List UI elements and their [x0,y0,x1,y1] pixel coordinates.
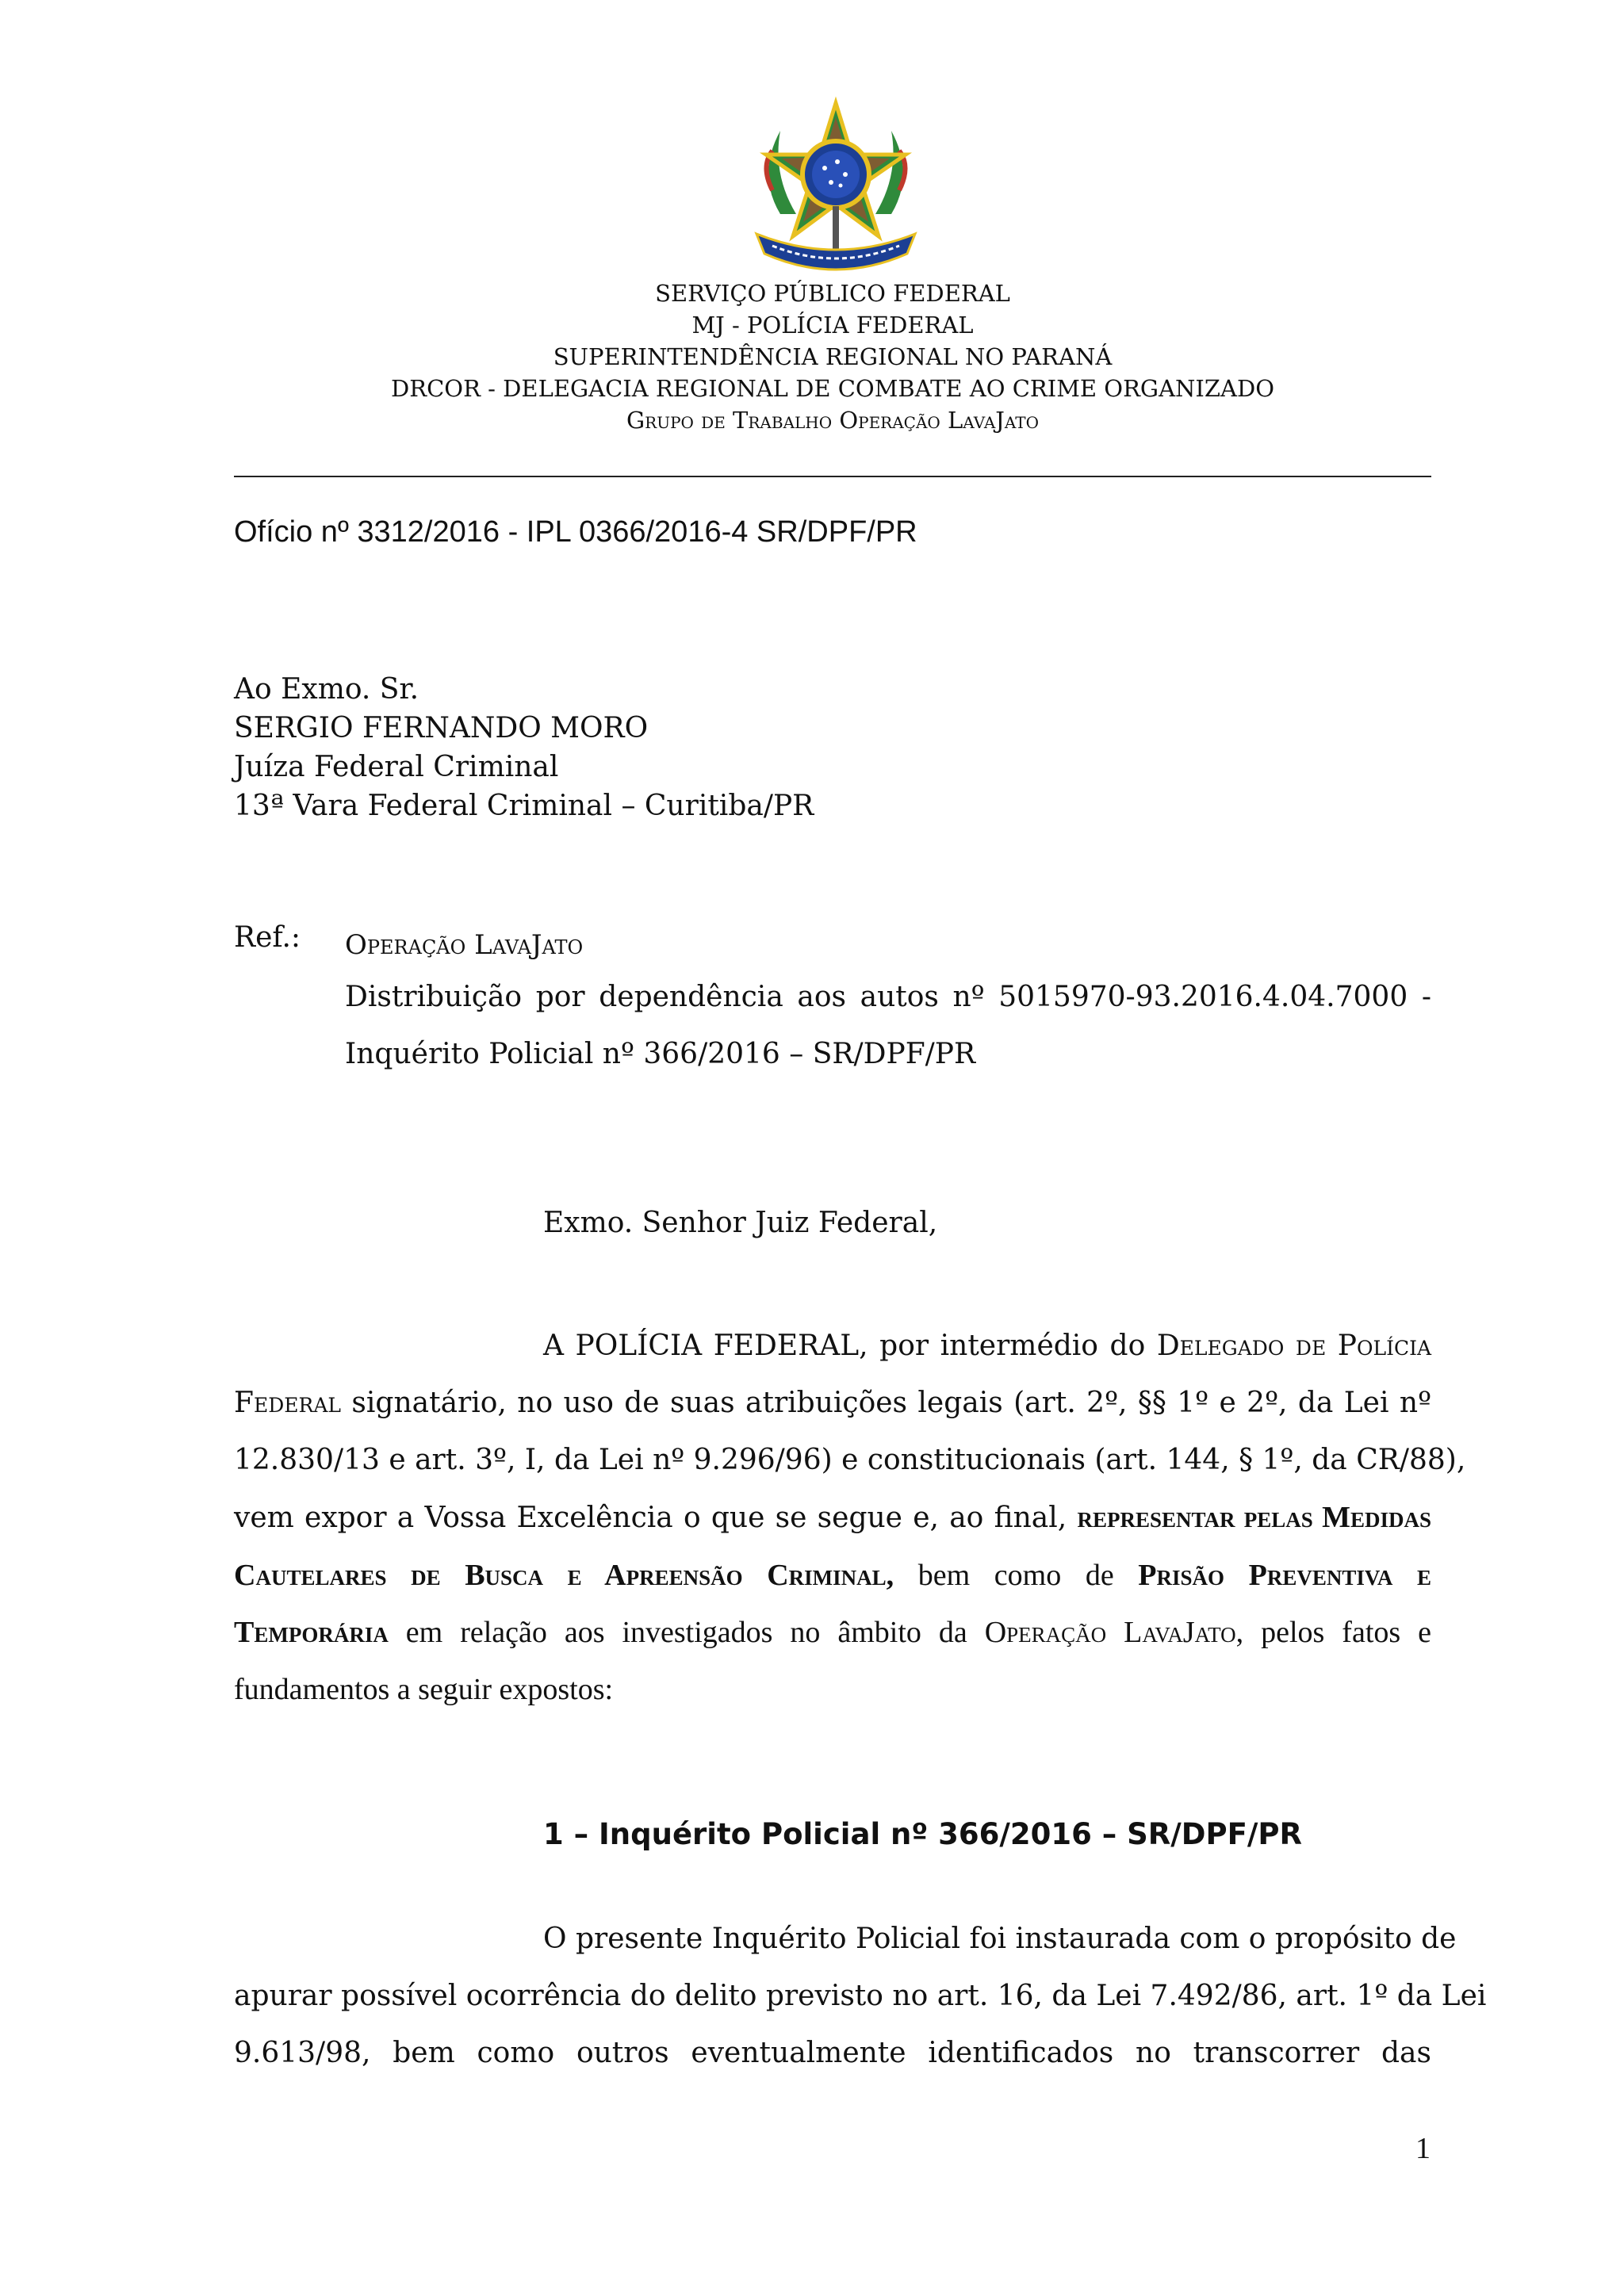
salutation: Exmo. Senhor Juiz Federal, [543,1207,938,1239]
paragraph-line [234,1489,1431,1547]
paragraph-line: 9.613/98, bem como outros eventualmente identificados no transcorrer das [234,2037,1431,2069]
oficio-number: Ofício nº 3312/2016 - IPL 0366/2016-4 SR/DPF/PR [234,515,917,549]
text-run-bold-smallcaps: representar pelas Medidas [1077,1501,1432,1534]
reference-line-2: Distribuição por dependência aos autos nº 5015970-93.2016.4.04.7000 - [345,981,1431,1013]
reference-line-3: Inquérito Policial nº 366/2016 – SR/DPF/PR [345,1038,976,1070]
letterhead-line-2: MJ - POLÍCIA FEDERAL [691,312,974,339]
reference-label: Ref.: [234,921,301,954]
paragraph-introduction [234,1318,1466,1718]
letterhead-line-1: SERVIÇO PÚBLICO FEDERAL [655,280,1010,307]
addressee-line-4: 13ª Vara Federal Criminal – Curitiba/PR [234,790,814,822]
text-run-smallcaps: Federal [234,1387,342,1419]
paragraph-section-1 [234,1911,1487,2082]
text-run-bold-smallcaps: Prisão Preventiva e [1138,1559,1431,1592]
paragraph-line [234,1318,1431,1375]
letterhead-line-4: DRCOR - DELEGACIA REGIONAL DE COMBATE AO CRIME ORGANIZADO [391,375,1274,402]
addressee-line-1: Ao Exmo. Sr. [234,673,419,706]
paragraph-line: O presente Inquérito Policial foi instaurada com o propósito de [543,1923,1457,1955]
text-run-bold-smallcaps: Temporária [234,1616,389,1649]
letterhead-line-3: SUPERINTENDÊNCIA REGIONAL NO PARANÁ [553,343,1113,370]
text-run: , pelos fatos e [1235,1616,1431,1649]
reference-line-1: Operação LavaJato [345,929,584,961]
paragraph-line: fundamentos a seguir expostos: [234,1673,614,1706]
letterhead-line-5: Grupo de Trabalho Operação LavaJato [626,407,1039,434]
text-run-smallcaps: Operação LavaJato [984,1616,1236,1649]
text-run: signatário, no uso de suas atribuições legais (art. 2º, §§ 1º e 2º, da Lei nº [341,1387,1431,1419]
brazil-coat-of-arms-icon [749,95,923,285]
addressee-line-3: Juíza Federal Criminal [234,751,559,783]
text-run: vem expor a Vossa Excelência o que se segue e, ao final, [234,1502,1078,1534]
paragraph-line: apurar possível ocorrência do delito previsto no art. 16, da Lei 7.492/86, art. 1º da Lei [234,1980,1487,2012]
text-run: A POLÍCIA FEDERAL, por intermédio do [543,1330,1157,1362]
text-run: em relação aos investigados no âmbito da [388,1616,985,1649]
addressee-line-2: SERGIO FERNANDO MORO [234,712,649,744]
reference-block [345,921,1431,1083]
addressee-block [234,670,814,825]
page-number: 1 [1415,2132,1431,2165]
text-run-bold-smallcaps: Cautelares de Busca e Apreensão Criminal, [234,1559,894,1592]
paragraph-line [234,1547,1431,1604]
letterhead [234,277,1431,436]
section-title: 1 – Inquérito Policial nº 366/2016 – SR/DPF/PR [543,1817,1302,1851]
header-divider [234,476,1431,477]
paragraph-line [234,1604,1431,1661]
paragraph-line [234,1375,1431,1432]
paragraph-line: 12.830/13 e art. 3º, I, da Lei nº 9.296/96) e constitucionais (art. 144, § 1º, da CR/88), [234,1444,1466,1476]
text-run-smallcaps: Delegado de Polícia [1156,1330,1431,1362]
text-run: bem como de [894,1559,1139,1592]
